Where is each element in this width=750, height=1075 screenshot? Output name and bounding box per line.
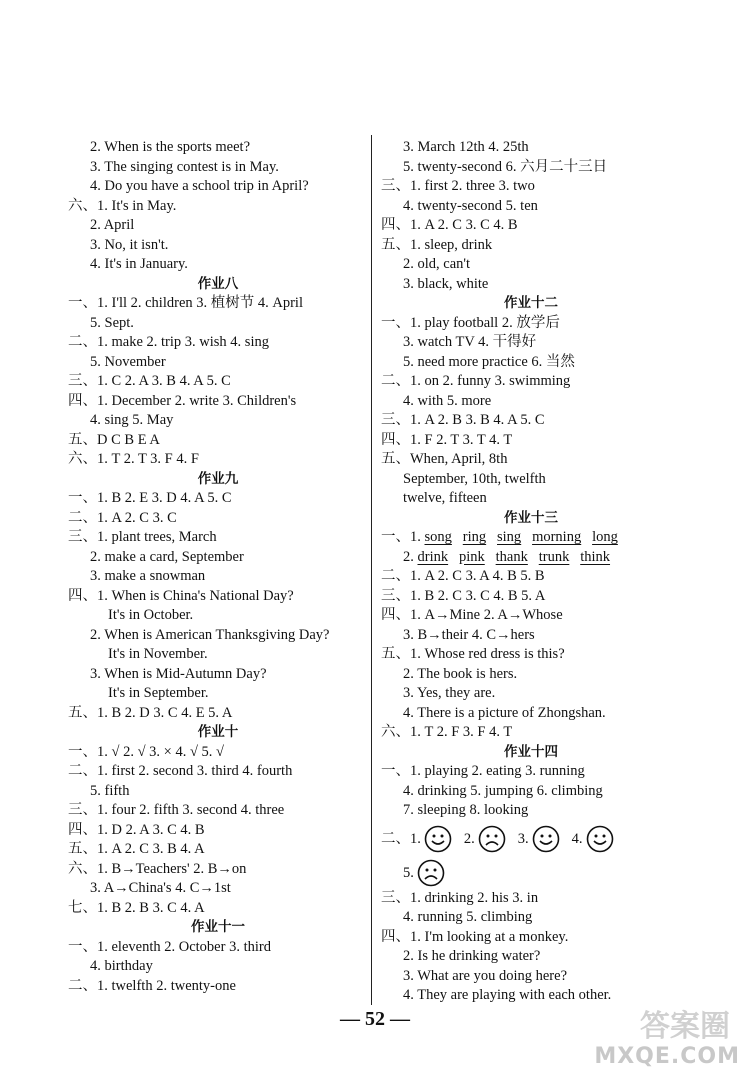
answer-line: 5. November [90, 353, 166, 370]
answer-line: 5. need more practice 6. 当然 [403, 353, 575, 370]
left-column [68, 138, 368, 996]
faces-row-2 [381, 857, 681, 889]
answer-line: 2. When is the sports meet? [90, 139, 251, 155]
row-prefix: 2. [403, 548, 418, 565]
underlined-word: trunk [538, 548, 570, 565]
underlined-word: long [592, 529, 618, 545]
watermark-logo: 答案圈 [640, 1009, 730, 1044]
underlined-word: drink [417, 548, 449, 565]
section-heading: 作业十 [197, 724, 239, 740]
answer-line: 7. sleeping 8. looking [403, 802, 529, 818]
answer-line: 5. Sept. [90, 314, 134, 331]
answer-line: 七、1. B 2. B 3. C 4. A [68, 899, 205, 916]
hw13-row-2 [381, 548, 681, 568]
section-heading: 作业八 [197, 275, 239, 292]
answer-line: 四、1. When is China's National Day? [68, 587, 294, 604]
smiley-face-icon [532, 830, 560, 847]
answer-line: 2. When is American Thanksgiving Day? [90, 626, 330, 643]
answer-line: 3. What are you doing here? [403, 967, 568, 984]
answer-line: 五、1. sleep, drink [381, 236, 493, 253]
section-heading: 作业十二 [504, 295, 558, 311]
watermark: MXQE.COM [594, 1044, 740, 1069]
underlined-word: morning [532, 529, 582, 545]
answer-line: 3. watch TV 4. 干得好 [403, 334, 537, 350]
underlined-word: thank [495, 548, 528, 565]
answer-line: September, 10th, twelfth [403, 470, 546, 487]
smiley-face-icon [586, 830, 614, 847]
answer-line: 五、1. Whose red dress is this? [381, 646, 565, 662]
answer-line: 二、1. on 2. funny 3. swimming [381, 373, 571, 389]
answer-line: 3. make a snowman [90, 568, 206, 584]
answer-line: 4. Do you have a school trip in April? [90, 178, 309, 194]
answer-line: 3. black, white [403, 275, 489, 292]
answer-line: 二、1. A 2. C 3. C [68, 509, 177, 526]
page-number: — 52 — [340, 1008, 410, 1030]
answer-line: 三、1. A 2. B 3. B 4. A 5. C [381, 412, 545, 428]
answer-line: 2. April [90, 217, 135, 233]
answer-line: 一、1. play football 2. 放学后 [381, 314, 560, 331]
answer-line: 3. A→China's 4. C→1st [90, 880, 231, 896]
answer-line: 二、1. make 2. trip 3. wish 4. sing [68, 334, 269, 350]
answer-line: 六、1. T 2. T 3. F 4. F [68, 451, 199, 467]
sad-face-icon [478, 830, 506, 847]
answer-line: 3. March 12th 4. 25th [403, 139, 529, 155]
answer-line: 4. It's in January. [90, 256, 188, 272]
answer-line: 六、1. T 2. F 3. F 4. T [381, 724, 513, 740]
answer-line: 4. twenty-second 5. ten [403, 197, 538, 214]
answer-line: 4. with 5. more [403, 392, 492, 409]
answer-line: 4. They are playing with each other. [403, 987, 612, 1003]
answer-line: 4. running 5. climbing [403, 909, 533, 925]
answer-line: 一、1. eleventh 2. October 3. third [68, 938, 271, 955]
underlined-word: pink [458, 548, 485, 565]
answer-line: 五、1. B 2. D 3. C 4. E 5. A [68, 704, 233, 721]
answer-line: 四、1. December 2. write 3. Children's [68, 392, 297, 409]
answer-line: 五、1. A 2. C 3. B 4. A [68, 841, 205, 857]
underlined-word: song [424, 529, 452, 545]
answer-line: 一、1. B 2. E 3. D 4. A 5. C [68, 490, 232, 506]
answer-line: 5. twenty-second 6. 六月二十三日 [403, 158, 608, 175]
face-label: 4. [571, 830, 583, 847]
answer-line: 2. Is he drinking water? [403, 948, 541, 964]
faces-row-1 [381, 821, 681, 857]
answer-line: twelve, fifteen [403, 490, 487, 506]
answer-line: 3. Yes, they are. [403, 685, 496, 701]
underlined-word: think [580, 548, 611, 565]
sad-face-icon [417, 864, 445, 881]
answer-line: 一、1. I'll 2. children 3. 植树节 4. April [68, 295, 303, 311]
answer-line: 三、1. plant trees, March [68, 529, 217, 545]
section-heading: 作业十四 [504, 743, 558, 760]
answer-line: 2. make a card, September [90, 548, 244, 565]
face-label: 5. [403, 864, 414, 881]
answer-line: 一、1. √ 2. √ 3. × 4. √ 5. √ [68, 743, 225, 760]
answer-line: 三、1. first 2. three 3. two [381, 178, 535, 194]
answer-line: 2. The book is hers. [403, 665, 518, 682]
answer-line: 3. No, it isn't. [90, 236, 169, 253]
answer-line: 3. The singing contest is in May. [90, 158, 279, 175]
underlined-word: sing [497, 529, 522, 545]
answer-line: 四、1. D 2. A 3. C 4. B [68, 821, 205, 838]
answer-line: 五、D C B E A [68, 431, 160, 448]
answer-line: 一、1. playing 2. eating 3. running [381, 763, 585, 779]
answer-line: 4. sing 5. May [90, 412, 174, 428]
row-prefix: 一、1. [381, 529, 425, 545]
answer-line: It's in November. [108, 646, 208, 662]
answer-line: 二、1. A 2. C 3. A 4. B 5. B [381, 568, 545, 584]
answer-line: 三、1. four 2. fifth 3. second 4. three [68, 802, 285, 818]
answer-line: It's in October. [108, 607, 194, 623]
face-label: 3. [517, 830, 529, 847]
section-heading: 作业十三 [504, 509, 558, 526]
face-label: 2. [463, 830, 475, 847]
underlined-word: ring [462, 529, 487, 545]
answer-line: 4. drinking 5. jumping 6. climbing [403, 782, 603, 799]
answer-line: 三、1. drinking 2. his 3. in [381, 889, 539, 906]
answer-line: 4. There is a picture of Zhongshan. [403, 704, 606, 721]
hw13-row-1 [381, 528, 681, 548]
answer-line: 六、1. B→Teachers' 2. B→on [68, 860, 247, 877]
section-heading: 作业十一 [191, 919, 245, 935]
answer-line: 二、1. twelfth 2. twenty-one [68, 977, 236, 994]
answer-line: It's in September. [108, 685, 209, 701]
answer-line: 2. old, can't [403, 256, 471, 272]
answer-line: 五、When, April, 8th [381, 451, 508, 467]
answer-line: 3. B→their 4. C→hers [403, 626, 535, 643]
face-label: 二、1. [381, 830, 421, 847]
answer-line: 四、1. A 2. C 3. C 4. B [381, 217, 518, 233]
column-divider [371, 135, 372, 1005]
section-heading: 作业九 [197, 470, 239, 487]
smiley-face-icon [424, 830, 452, 847]
answer-line: 三、1. B 2. C 3. C 4. B 5. A [381, 587, 546, 604]
answer-line: 四、1. F 2. T 3. T 4. T [381, 431, 513, 448]
answer-line: 二、1. first 2. second 3. third 4. fourth [68, 763, 293, 779]
answer-line: 4. birthday [90, 958, 153, 974]
answer-line: 六、1. It's in May. [68, 197, 177, 214]
right-column [381, 138, 681, 1006]
answer-line: 三、1. C 2. A 3. B 4. A 5. C [68, 373, 231, 389]
answer-line: 3. When is Mid-Autumn Day? [90, 665, 267, 682]
answer-line: 四、1. A→Mine 2. A→Whose [381, 607, 563, 623]
answer-line: 5. fifth [90, 782, 130, 799]
answer-line: 四、1. I'm looking at a monkey. [381, 928, 569, 945]
